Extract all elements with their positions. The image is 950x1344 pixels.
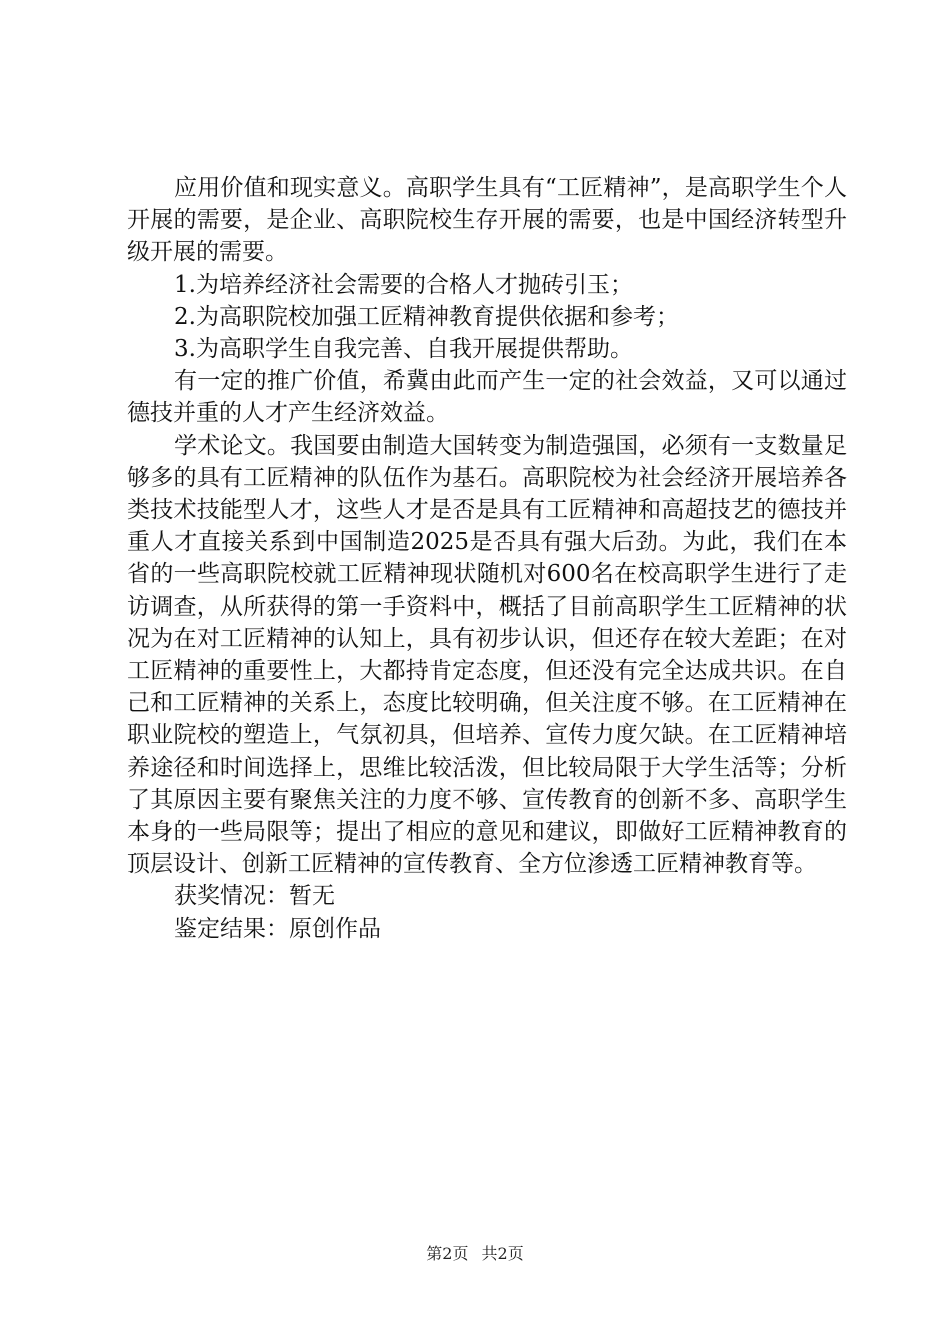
- list-item-2: 2.为高职院校加强工匠精神教育提供依据和参考；: [174, 303, 679, 330]
- page-total: 共2页: [481, 1244, 524, 1263]
- appraisal-result: 鉴定结果：原创作品: [174, 915, 381, 942]
- list-item-1: 1.为培养经济社会需要的合格人才抛砖引玉；: [174, 271, 633, 298]
- page-footer: [0, 1244, 950, 1264]
- award-status: 获奖情况：暂无: [174, 883, 335, 910]
- paragraph-academic-paper: 学术论文。我国要由制造大国转变为制造强国，必须有一支数量足够多的具有工匠精神的队伍作为基石。高职院校为社会经济开展培养各类技术技能型人才，这些人才是否是具有工匠精神和高超技艺的德技并重人才直接关系到中国制造2025是否具有强大后劲。为此，我们在本省的一些高职院校就工匠精神现状随机对600名在校高职学生进行了走访调查，从所获得的第一手资料中，概括了目前高职学生工匠精神的状况为在对工匠精神的认知上，具有初步认识，但还存在较大差距；在对工匠精神的重要性上，大都持肯定态度，但还没有完全达成共识。在自己和工匠精神的关系上，态度比较明确，但关注度不够。在工匠精神在职业院校的塑造上，气氛初具，但培养、宣传力度欠缺。在工匠精神培养途径和时间选择上，思维比较活泼，但比较局限于大学生活等；分析了其原因主要有聚焦关注的力度不够、宣传教育的创新不多、高职学生本身的一些局限等；提出了相应的意见和建议，即做好工匠精神教育的顶层设计、创新工匠精神的宣传教育、全方位渗透工匠精神教育等。: [127, 432, 847, 878]
- document-body: [127, 172, 847, 945]
- paragraph-significance: 应用价值和现实意义。高职学生具有“工匠精神”，是高职学生个人开展的需要，是企业、高职院校生存开展的需要，也是中国经济转型升级开展的需要。: [127, 175, 847, 266]
- page-number: 第2页: [426, 1244, 469, 1263]
- paragraph-promotion-value: 有一定的推广价值，希冀由此而产生一定的社会效益，又可以通过德技并重的人才产生经济效益。: [127, 368, 847, 427]
- list-item-3: 3.为高职学生自我完善、自我开展提供帮助。: [174, 336, 633, 363]
